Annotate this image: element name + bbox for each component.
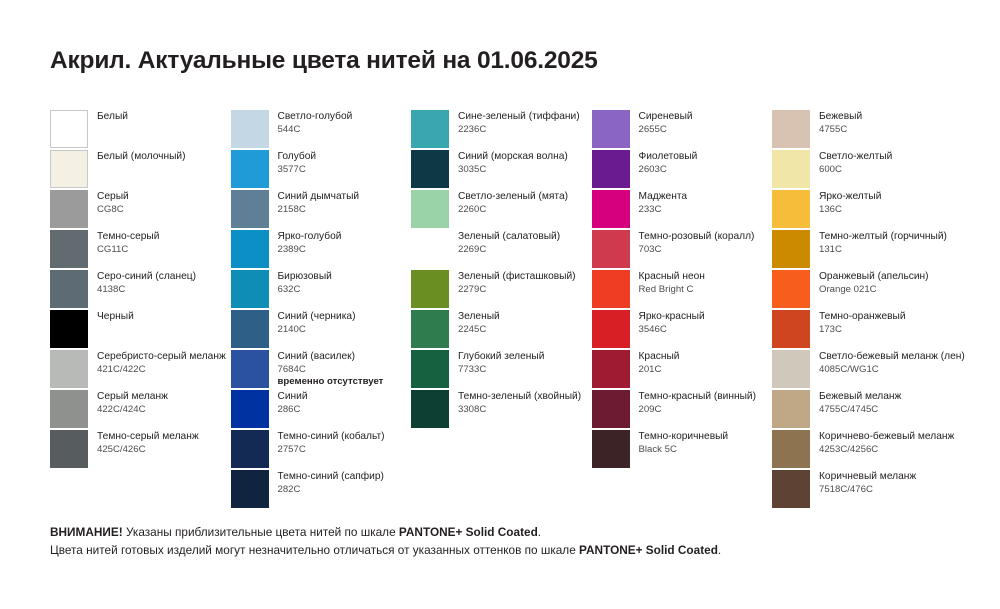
color-name: Синий (морская волна) bbox=[458, 151, 568, 162]
color-code: 4755C bbox=[819, 124, 848, 136]
color-name: Ярко-желтый bbox=[819, 191, 882, 202]
swatch-row bbox=[231, 150, 412, 190]
swatch-row bbox=[772, 390, 960, 430]
swatch-row bbox=[411, 390, 592, 430]
swatch-row bbox=[231, 190, 412, 230]
swatch-row bbox=[50, 310, 231, 350]
color-chip bbox=[411, 110, 449, 148]
swatch-row bbox=[231, 310, 412, 350]
color-code: 2389C bbox=[277, 244, 306, 256]
color-name: Оранжевый (апельсин) bbox=[819, 271, 929, 282]
color-chip bbox=[231, 190, 269, 228]
swatch-row bbox=[231, 270, 412, 310]
color-code: 131C bbox=[819, 244, 842, 256]
swatch-row bbox=[411, 110, 592, 150]
swatch-column bbox=[411, 110, 592, 510]
swatch-labels bbox=[639, 270, 705, 295]
swatch-column bbox=[592, 110, 773, 510]
color-code: 600C bbox=[819, 164, 842, 176]
swatch-row bbox=[50, 190, 231, 230]
color-code: 7733C bbox=[458, 364, 487, 376]
color-name: Синий bbox=[277, 391, 308, 402]
color-chip bbox=[50, 430, 88, 468]
color-name: Светло-зеленый (мята) bbox=[458, 191, 569, 202]
color-chip bbox=[772, 150, 810, 188]
color-code: 632C bbox=[277, 284, 301, 296]
swatch-row bbox=[50, 390, 231, 430]
footer-line-2-suffix: . bbox=[717, 543, 722, 558]
footer-line-1-suffix: . bbox=[537, 525, 542, 539]
color-code: 2245C bbox=[458, 324, 487, 336]
swatch-labels bbox=[97, 110, 128, 123]
swatch-row bbox=[50, 110, 231, 150]
color-code: CG11C bbox=[97, 244, 129, 256]
swatch-row bbox=[411, 310, 592, 350]
color-chip bbox=[772, 350, 810, 388]
swatch-row bbox=[592, 430, 773, 470]
swatch-labels bbox=[458, 390, 581, 415]
color-code: 173C bbox=[819, 324, 842, 336]
color-code: Black 5C bbox=[638, 444, 677, 456]
swatch-row bbox=[50, 430, 231, 470]
color-chip bbox=[231, 110, 269, 148]
color-code: 4085C/WG1C bbox=[819, 364, 879, 376]
swatch-labels bbox=[819, 230, 947, 255]
swatch-row bbox=[592, 110, 773, 150]
footer-line-1 bbox=[50, 523, 970, 541]
color-code: 544C bbox=[277, 124, 301, 136]
swatch-row bbox=[231, 110, 412, 150]
color-name: Красный bbox=[638, 351, 680, 362]
color-name: Темно-коричневый bbox=[638, 431, 729, 442]
color-code: Red Bright C bbox=[638, 284, 694, 296]
swatch-labels bbox=[639, 350, 680, 375]
color-chip bbox=[411, 270, 449, 308]
color-code: 7684C bbox=[277, 364, 306, 376]
color-code: 7518C/476C bbox=[819, 484, 873, 496]
color-name: Синий дымчатый bbox=[277, 191, 360, 202]
color-code: 4755C/4745C bbox=[819, 404, 879, 416]
swatch-row bbox=[772, 190, 960, 230]
swatch-row bbox=[592, 270, 773, 310]
color-code: 2260C bbox=[458, 204, 487, 216]
color-chip bbox=[411, 190, 449, 228]
footer-attention-label: ВНИМАНИЕ! bbox=[50, 525, 123, 539]
color-chip bbox=[772, 190, 810, 228]
color-name: Глубокий зеленый bbox=[458, 351, 545, 362]
swatch-row bbox=[772, 110, 960, 150]
swatch-labels bbox=[278, 390, 308, 415]
color-code: 3308C bbox=[458, 404, 487, 416]
swatch-row bbox=[592, 150, 773, 190]
color-chip bbox=[592, 270, 630, 308]
color-name: Синий (василек) bbox=[277, 351, 355, 362]
color-chip bbox=[50, 150, 88, 188]
swatch-row bbox=[411, 350, 592, 390]
color-chip bbox=[592, 190, 630, 228]
color-chip bbox=[231, 350, 269, 388]
color-name: Фиолетовый bbox=[638, 151, 698, 162]
color-chip bbox=[231, 270, 269, 308]
color-chip bbox=[411, 150, 449, 188]
swatch-row bbox=[411, 150, 592, 190]
swatch-row bbox=[592, 310, 773, 350]
color-name: Серо-синий (сланец) bbox=[97, 271, 196, 282]
color-code: 2269C bbox=[458, 244, 487, 256]
swatch-row bbox=[231, 470, 412, 510]
swatch-labels bbox=[458, 270, 576, 295]
color-name: Темно-синий (кобальт) bbox=[277, 431, 385, 442]
color-name: Темно-зеленый (хвойный) bbox=[458, 391, 582, 402]
swatch-labels bbox=[278, 350, 384, 388]
color-code: 4138C bbox=[97, 284, 126, 296]
swatch-column bbox=[772, 110, 965, 510]
color-name: Сине-зеленый (тиффани) bbox=[458, 111, 580, 122]
color-chip bbox=[592, 150, 630, 188]
color-code: 422C/424C bbox=[97, 404, 146, 416]
swatch-row bbox=[772, 310, 960, 350]
color-name: Зеленый (салатовый) bbox=[458, 231, 561, 242]
swatch-labels bbox=[458, 190, 568, 215]
color-chip bbox=[772, 270, 810, 308]
swatch-labels bbox=[278, 110, 353, 135]
color-chip bbox=[231, 470, 269, 508]
swatch-row bbox=[231, 230, 412, 270]
swatch-row bbox=[772, 270, 960, 310]
footer-line-2-bold: PANTONE+ Solid Coated bbox=[579, 543, 718, 558]
color-name: Темно-серый bbox=[97, 231, 160, 242]
swatch-row bbox=[231, 350, 412, 390]
swatch-labels bbox=[278, 470, 384, 495]
color-name: Голубой bbox=[277, 151, 317, 162]
color-chip bbox=[50, 270, 88, 308]
swatch-labels bbox=[819, 390, 901, 415]
color-name: Маджента bbox=[638, 191, 688, 202]
color-name: Бирюзовый bbox=[277, 271, 332, 282]
color-chip bbox=[50, 230, 88, 268]
color-name: Синий (черника) bbox=[277, 311, 356, 322]
color-chip bbox=[411, 390, 449, 428]
color-chip bbox=[411, 310, 449, 348]
color-code: 201C bbox=[638, 364, 662, 376]
swatch-labels bbox=[458, 310, 500, 335]
swatch-columns bbox=[50, 110, 965, 510]
color-chip bbox=[411, 230, 449, 268]
swatch-row bbox=[411, 190, 592, 230]
swatch-row bbox=[592, 190, 773, 230]
color-chip bbox=[772, 230, 810, 268]
swatch-labels bbox=[278, 430, 385, 455]
swatch-labels bbox=[819, 150, 892, 175]
color-code: 233C bbox=[638, 204, 662, 216]
color-code: 3577C bbox=[277, 164, 306, 176]
color-chip bbox=[231, 390, 269, 428]
color-name: Темно-синий (сапфир) bbox=[277, 471, 384, 482]
swatch-labels bbox=[819, 310, 906, 335]
swatch-labels bbox=[458, 230, 560, 255]
color-code: 2236C bbox=[458, 124, 487, 136]
color-code: 2603C bbox=[638, 164, 667, 176]
color-name: Черный bbox=[97, 311, 134, 322]
swatch-row bbox=[50, 270, 231, 310]
color-name: Серый bbox=[97, 191, 129, 202]
color-name: Белый bbox=[97, 111, 128, 122]
swatch-labels bbox=[819, 350, 965, 375]
swatch-row bbox=[231, 430, 412, 470]
swatch-row bbox=[411, 270, 592, 310]
swatch-column bbox=[231, 110, 412, 510]
color-code: 3546C bbox=[638, 324, 667, 336]
footer-line-2 bbox=[50, 541, 970, 559]
color-chip bbox=[772, 110, 810, 148]
color-code: 209C bbox=[638, 404, 662, 416]
color-code: 425C/426C bbox=[97, 444, 146, 456]
color-code: 286C bbox=[277, 404, 301, 416]
color-name: Зеленый bbox=[458, 311, 500, 322]
swatch-row bbox=[50, 230, 231, 270]
color-chip bbox=[50, 190, 88, 228]
swatch-labels bbox=[458, 150, 568, 175]
color-name: Белый (молочный) bbox=[97, 151, 186, 162]
color-chip bbox=[592, 390, 630, 428]
color-name: Серый меланж bbox=[97, 391, 168, 402]
color-name: Коричнево-бежевый меланж bbox=[819, 431, 955, 442]
color-name: Светло-желтый bbox=[819, 151, 893, 162]
color-name: Серебристо-серый меланж bbox=[97, 351, 226, 362]
color-code: 703C bbox=[638, 244, 662, 256]
swatch-row bbox=[231, 390, 412, 430]
swatch-labels bbox=[97, 350, 226, 375]
color-code: 282C bbox=[277, 484, 301, 496]
color-code: Orange 021C bbox=[819, 284, 877, 296]
swatch-labels bbox=[97, 430, 199, 455]
color-name: Зеленый (фисташковый) bbox=[458, 271, 576, 282]
color-code: 2140C bbox=[277, 324, 306, 336]
swatch-labels bbox=[278, 150, 317, 175]
swatch-row bbox=[772, 350, 965, 390]
footer-line-1-mid: Указаны приблизительные цвета нитей по шкале bbox=[122, 525, 399, 539]
color-code: 2279C bbox=[458, 284, 487, 296]
swatch-labels bbox=[819, 110, 862, 135]
swatch-labels bbox=[458, 350, 544, 375]
swatch-labels bbox=[278, 310, 356, 335]
color-name: Темно-красный (винный) bbox=[638, 391, 757, 402]
color-chip bbox=[592, 310, 630, 348]
swatch-row bbox=[411, 230, 592, 270]
swatch-labels bbox=[278, 190, 360, 215]
swatch-row bbox=[592, 350, 773, 390]
color-chip bbox=[231, 310, 269, 348]
color-name: Ярко-голубой bbox=[277, 231, 342, 242]
color-chip bbox=[772, 470, 810, 508]
swatch-labels bbox=[97, 390, 168, 415]
color-code: 3035C bbox=[458, 164, 487, 176]
swatch-labels bbox=[639, 230, 755, 255]
color-chip bbox=[411, 350, 449, 388]
color-chip bbox=[592, 350, 630, 388]
swatch-column bbox=[50, 110, 231, 510]
swatch-row bbox=[50, 350, 231, 390]
color-chip bbox=[592, 230, 630, 268]
swatch-labels bbox=[639, 310, 705, 335]
color-code: 136C bbox=[819, 204, 842, 216]
footer-line-1-bold: PANTONE+ Solid Coated bbox=[398, 525, 538, 539]
color-code: 4253C/4256C bbox=[819, 444, 879, 456]
color-name: Темно-оранжевый bbox=[819, 311, 906, 322]
swatch-row bbox=[50, 150, 231, 190]
color-chip bbox=[592, 110, 630, 148]
color-chip bbox=[231, 230, 269, 268]
color-chip bbox=[50, 350, 88, 388]
color-chip bbox=[772, 310, 810, 348]
color-name: Светло-бежевый меланж (лен) bbox=[819, 351, 965, 362]
swatch-labels bbox=[639, 390, 757, 415]
swatch-row bbox=[772, 150, 960, 190]
swatch-labels bbox=[97, 150, 185, 163]
swatch-row bbox=[772, 430, 960, 470]
color-name: Коричневый меланж bbox=[819, 471, 917, 482]
color-name: Темно-серый меланж bbox=[97, 431, 199, 442]
color-chip bbox=[50, 110, 88, 148]
swatch-row bbox=[772, 230, 960, 270]
swatch-labels bbox=[278, 270, 332, 295]
swatch-labels bbox=[278, 230, 342, 255]
swatch-labels bbox=[97, 270, 196, 295]
swatch-labels bbox=[97, 190, 129, 215]
swatch-labels bbox=[819, 470, 916, 495]
color-chip bbox=[592, 430, 630, 468]
color-chip bbox=[231, 430, 269, 468]
swatch-labels bbox=[639, 430, 729, 455]
color-code: 2158C bbox=[277, 204, 306, 216]
color-chip bbox=[772, 430, 810, 468]
swatch-labels bbox=[97, 310, 134, 323]
swatch-labels bbox=[97, 230, 159, 255]
color-name: Темно-желтый (горчичный) bbox=[819, 231, 947, 242]
color-code: 2757C bbox=[277, 444, 306, 456]
swatch-row bbox=[592, 230, 773, 270]
swatch-labels bbox=[819, 190, 881, 215]
color-name: Красный неон bbox=[638, 271, 705, 282]
color-code: 421C/422C bbox=[97, 364, 146, 376]
swatch-labels bbox=[639, 190, 688, 215]
color-chip bbox=[231, 150, 269, 188]
color-name: Бежевый меланж bbox=[819, 391, 902, 402]
swatch-row bbox=[592, 390, 773, 430]
color-name: Сиреневый bbox=[638, 111, 693, 122]
color-chip bbox=[50, 310, 88, 348]
swatch-row bbox=[772, 470, 960, 510]
color-chip bbox=[772, 390, 810, 428]
footer-notes bbox=[50, 523, 970, 560]
footer-line-2-prefix: Цвета нитей готовых изделий могут незначительно отличаться от указанных оттенков по шкале bbox=[50, 543, 580, 558]
color-name: Светло-голубой bbox=[277, 111, 353, 122]
color-name: Ярко-красный bbox=[638, 311, 705, 322]
swatch-labels bbox=[819, 430, 954, 455]
swatch-labels bbox=[639, 110, 693, 135]
swatch-labels bbox=[819, 270, 929, 295]
swatch-labels bbox=[458, 110, 580, 135]
color-code: 2655C bbox=[638, 124, 667, 136]
swatch-labels bbox=[639, 150, 698, 175]
color-code: CG8C bbox=[97, 204, 124, 216]
color-availability-note: временно отсутствует bbox=[277, 376, 384, 388]
page-title: Акрил. Актуальные цвета нитей на 01.06.2025 bbox=[50, 47, 598, 74]
color-name: Темно-розовый (коралл) bbox=[638, 231, 755, 242]
color-name: Бежевый bbox=[819, 111, 863, 122]
color-chip bbox=[50, 390, 88, 428]
